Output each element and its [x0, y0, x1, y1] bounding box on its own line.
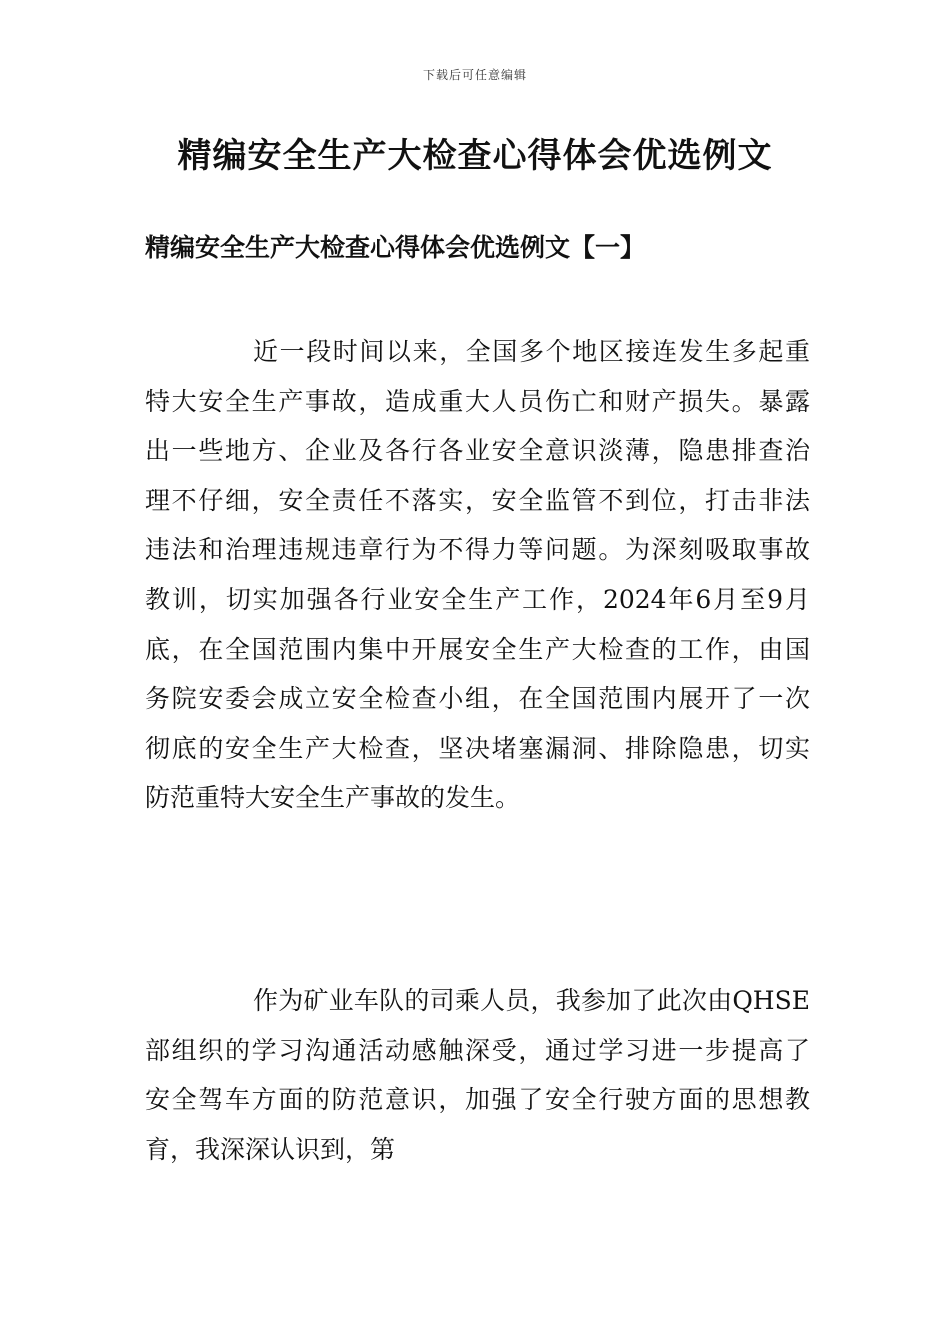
paragraph-line: 理不仔细，安全责任不落实，安全监管不到位，打击非法 — [145, 485, 810, 515]
document-title: 精编安全生产大检查心得体会优选例文 — [177, 136, 773, 176]
paragraph-line: 底，在全国范围内集中开展安全生产大检查的工作，由国 — [145, 634, 810, 664]
paragraph-line: 违法和治理违规违章行为不得力等问题。为深刻吸取事故 — [145, 535, 810, 565]
paragraph-line: 防范重特大安全生产事故的发生。 — [145, 783, 521, 813]
paragraph-line: 安全驾车方面的防范意识，加强了安全行驶方面的思想教 — [145, 1085, 810, 1115]
paragraph-line: 近一段时间以来，全国多个地区接连发生多起重 — [253, 337, 810, 366]
paragraph-line: 务院安委会成立安全检查小组，在全国范围内展开了一次 — [145, 684, 810, 714]
paragraph-line: 部组织的学习沟通活动感触深受，通过学习进一步提高了 — [145, 1035, 810, 1065]
paragraph-line: 教训，切实加强各行业安全生产工作，2024年6月至9月 — [145, 584, 810, 614]
paragraph-line: 育，我深深认识到，第 — [145, 1134, 396, 1164]
paragraph-line: 出一些地方、企业及各行各业安全意识淡薄，隐患排查治 — [145, 436, 810, 466]
paragraph-2 — [145, 976, 810, 1174]
paragraph-1 — [145, 327, 810, 823]
paragraph-line: 作为矿业车队的司乘人员，我参加了此次由QHSE — [253, 986, 810, 1015]
header-note: 下载后可任意编辑 — [422, 68, 527, 82]
paragraph-line: 彻底的安全生产大检查，坚决堵塞漏洞、排除隐患，切实 — [145, 733, 810, 763]
paragraph-line: 特大安全生产事故，造成重大人员伤亡和财产损失。暴露 — [145, 386, 810, 416]
section-heading: 精编安全生产大检查心得体会优选例文【一】 — [145, 233, 646, 262]
